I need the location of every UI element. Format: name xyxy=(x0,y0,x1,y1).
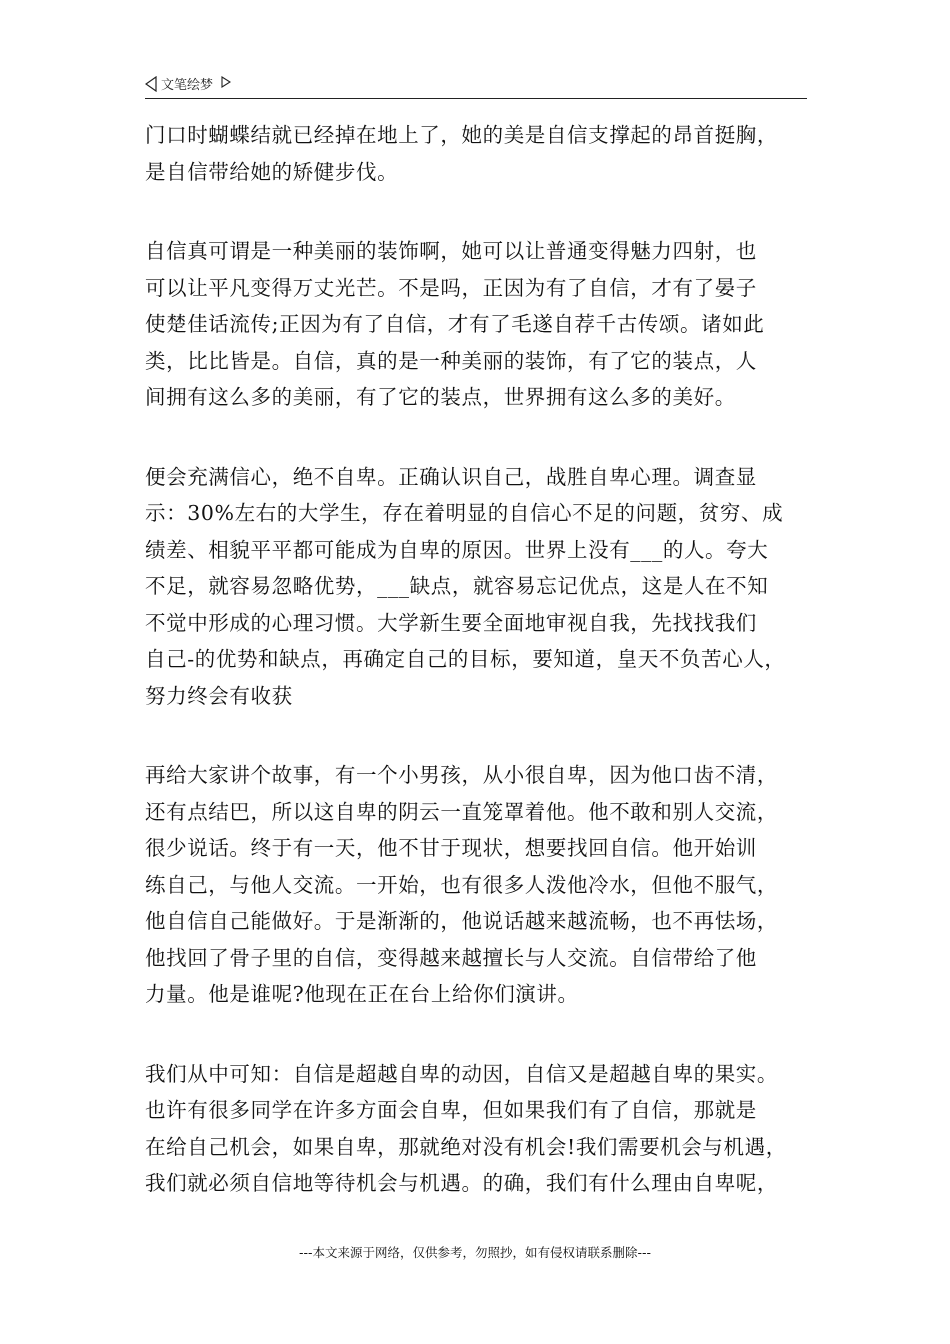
paragraph-1 xyxy=(145,117,815,190)
triangle-right-icon xyxy=(221,76,231,88)
text-line: 门口时蝴蝶结就已经掉在地上了，她的美是自信支撑起的昂首挺胸， xyxy=(145,123,778,147)
header-brand-text: 文笔绘梦 xyxy=(161,78,214,93)
text-line: 他找回了骨子里的自信，变得越来越擅长与人交流。自信带给了他 xyxy=(145,945,757,970)
text-line: 练自己，与他人交流。一开始，也有很多人泼他冷水，但他不服气， xyxy=(145,872,778,897)
paragraph-2 xyxy=(145,233,815,416)
text-line: 努力终会有收获 xyxy=(145,683,293,708)
text-line: 很少说话。终于有一天，他不甘于现状，想要找回自信。他开始训 xyxy=(145,836,757,860)
triangle-left-icon xyxy=(145,76,157,92)
text-line: 自己-的优势和缺点，再确定自己的目标，要知道，皇天不负苦心人， xyxy=(145,647,786,671)
paragraph-3 xyxy=(145,459,815,715)
text-line: 力量。他是谁呢?他现在正在台上给你们演讲。 xyxy=(145,982,579,1006)
document-body xyxy=(145,117,815,1245)
text-line: 使楚佳话流传;正因为有了自信，才有了毛遂自荐千古传颂。诸如此 xyxy=(145,312,765,336)
page-header xyxy=(145,72,807,99)
text-line: 他自信自己能做好。于是渐渐的，他说话越来越流畅，也不再怯场， xyxy=(145,909,778,933)
text-line: 便会充满信心，绝不自卑。正确认识自己，战胜自卑心理。调查显 xyxy=(145,464,757,489)
text-line: 在给自己机会，如果自卑，那就绝对没有机会!我们需要机会与机遇， xyxy=(145,1134,787,1159)
text-line: 是自信带给她的矫健步伐。 xyxy=(145,159,399,184)
text-line: 绩差、相貌平平都可能成为自卑的原因。世界上没有___的人。夸大 xyxy=(145,537,769,562)
paragraph-4 xyxy=(145,757,815,1013)
text-line: 还有点结巴，所以这自卑的阴云一直笼罩着他。他不敢和别人交流， xyxy=(145,799,778,824)
paragraph-5 xyxy=(145,1056,815,1202)
text-line: 也许有很多同学在许多方面会自卑，但如果我们有了自信，那就是 xyxy=(145,1098,757,1122)
text-line: 不觉中形成的心理习惯。大学新生要全面地审视自我，先找找我们 xyxy=(145,610,757,635)
text-line: 自信真可谓是一种美丽的装饰啊，她可以让普通变得魅力四射，也 xyxy=(145,239,757,263)
text-line: 示：30%左右的大学生，存在着明显的自信心不足的问题，贫穷、成 xyxy=(145,501,784,525)
text-line: 类，比比皆是。自信，真的是一种美丽的装饰，有了它的装点，人 xyxy=(145,348,757,373)
text-line: 我们从中可知：自信是超越自卑的动因，自信又是超越自卑的果实。 xyxy=(145,1061,778,1086)
text-line: 我们就必须自信地等待机会与机遇。的确，我们有什么理由自卑呢， xyxy=(145,1171,778,1195)
header-brand xyxy=(145,74,231,93)
text-line: 可以让平凡变得万丈光芒。不是吗，正因为有了自信，才有了晏子 xyxy=(145,275,757,300)
text-line: 不足，就容易忽略优势，___缺点，就容易忘记优点，这是人在不知 xyxy=(145,574,769,598)
text-line: 间拥有这么多的美丽，有了它的装点，世界拥有这么多的美好。 xyxy=(145,385,736,409)
text-line: 再给大家讲个故事，有一个小男孩，从小很自卑，因为他口齿不清， xyxy=(145,763,778,787)
footer-notice: ---本文来源于网络，仅供参考，勿照抄，如有侵权请联系删除--- xyxy=(298,1245,652,1260)
